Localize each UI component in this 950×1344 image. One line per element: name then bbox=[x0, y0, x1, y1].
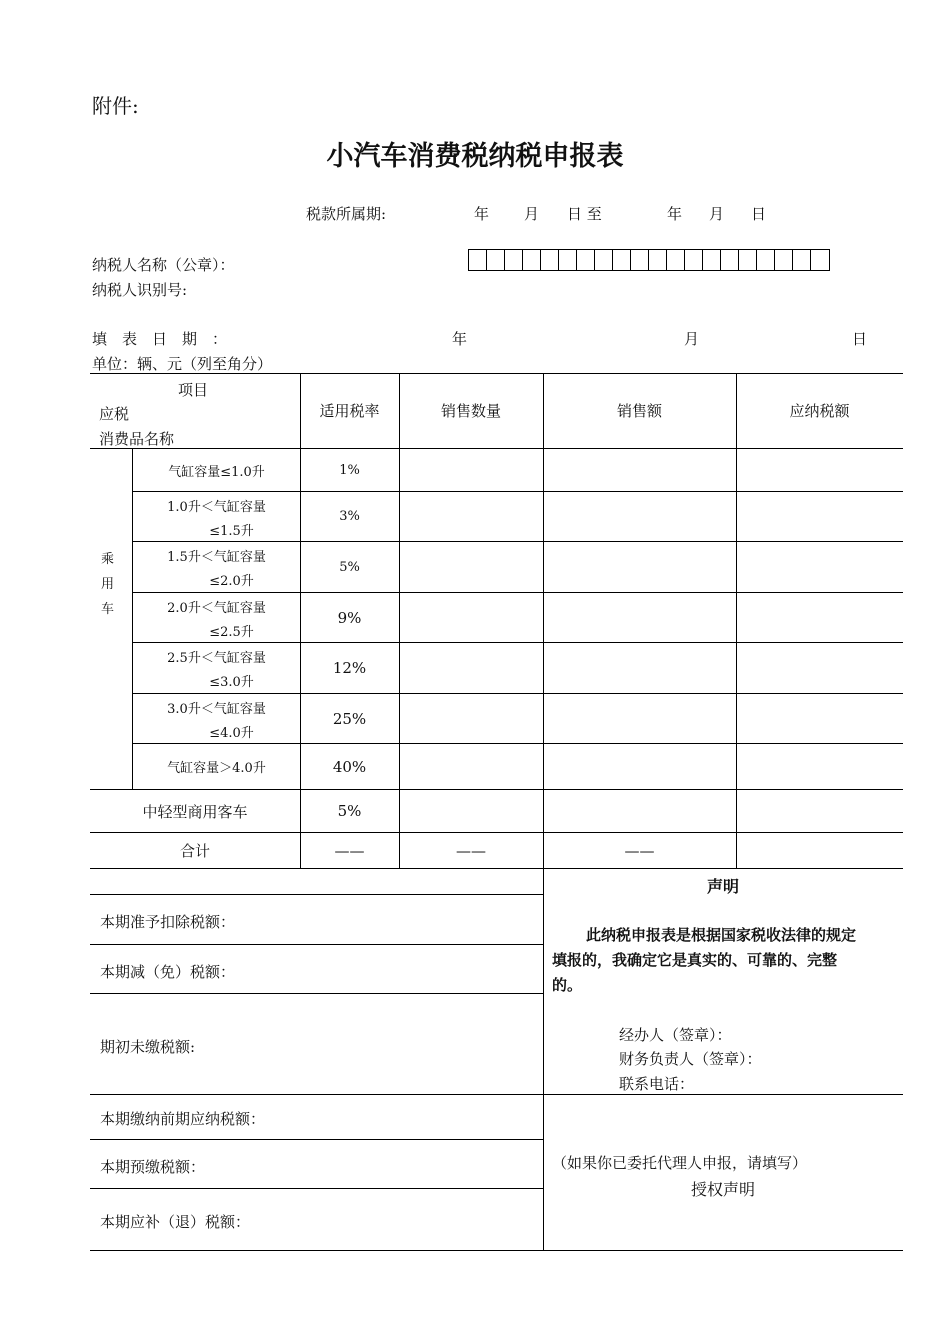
row-label: 3.0升＜气缸容量 bbox=[167, 701, 266, 717]
header-item: 项目 bbox=[178, 381, 209, 399]
reduced-tax-label: 本期减（免）税额： bbox=[100, 963, 236, 981]
rate-cell: 1% bbox=[339, 462, 360, 478]
row-label-line2: ≤1.5升 bbox=[209, 523, 254, 539]
deductible-tax-label: 本期准予扣除税额： bbox=[100, 913, 236, 931]
handler-signature: 经办人（签章）： bbox=[619, 1026, 732, 1044]
authorization-title: 授权声明 bbox=[690, 1180, 755, 1199]
header-product: 消费品名称 bbox=[99, 430, 175, 448]
opening-unpaid-label: 期初未缴税额: bbox=[100, 1038, 196, 1056]
row-label: 1.5升＜气缸容量 bbox=[167, 549, 266, 565]
period-label: 税款所属期: bbox=[306, 205, 387, 223]
total-label: 合计 bbox=[179, 842, 210, 860]
fill-date-year[interactable]: 年 bbox=[452, 330, 468, 348]
period-day-end[interactable]: 日 bbox=[751, 205, 767, 223]
rate-cell: 25% bbox=[332, 709, 367, 728]
page-title: 小汽车消费税纳税申报表 bbox=[326, 141, 624, 172]
total-dash: —— bbox=[456, 841, 486, 860]
grid-line bbox=[90, 894, 543, 895]
row-label: 2.5升＜气缸容量 bbox=[167, 650, 266, 666]
header-tax-payable: 应纳税额 bbox=[789, 402, 850, 420]
row-label: 气缸容量＞4.0升 bbox=[167, 761, 266, 776]
row-label-line2: ≤4.0升 bbox=[209, 725, 254, 741]
rate-cell: 9% bbox=[337, 608, 362, 627]
row-label-line2: ≤2.0升 bbox=[209, 573, 254, 589]
grid-line bbox=[90, 1188, 543, 1189]
supplementary-refund-label: 本期应补（退）税额： bbox=[100, 1213, 251, 1231]
grid-line bbox=[90, 993, 543, 994]
header-rate: 适用税率 bbox=[319, 402, 380, 420]
taxpayer-id-boxes[interactable] bbox=[468, 249, 830, 271]
period-year-end[interactable]: 年 bbox=[667, 205, 683, 223]
passenger-car-label-1: 乘 bbox=[101, 552, 115, 567]
grid-line bbox=[90, 1139, 543, 1140]
contact-phone: 联系电话： bbox=[619, 1075, 695, 1093]
total-dash: —— bbox=[624, 841, 655, 860]
fill-date-day[interactable]: 日 bbox=[852, 330, 868, 348]
taxpayer-name-label: 纳税人名称（公章）： bbox=[92, 256, 235, 274]
period-month-start[interactable]: 月 bbox=[524, 205, 540, 223]
declaration-body-2: 填报的，我确定它是真实的、可靠的、完整 bbox=[552, 951, 838, 969]
header-taxable: 应税 bbox=[99, 405, 130, 423]
total-dash: —— bbox=[334, 841, 365, 860]
attachment-label: 附件: bbox=[92, 94, 139, 118]
grid-line bbox=[90, 1094, 903, 1095]
grid-line bbox=[132, 693, 903, 694]
grid-line bbox=[132, 541, 903, 542]
row-label: 2.0升＜气缸容量 bbox=[167, 600, 266, 616]
unit-label: 单位：辆、元（列至角分） bbox=[92, 355, 273, 373]
rate-cell: 40% bbox=[332, 757, 367, 776]
grid-line bbox=[90, 944, 543, 945]
header-quantity: 销售数量 bbox=[440, 402, 501, 420]
row-label: 1.0升＜气缸容量 bbox=[167, 499, 266, 515]
row-label-line2: ≤2.5升 bbox=[209, 624, 254, 640]
rate-cell: 5% bbox=[339, 559, 360, 575]
prior-period-payment-label: 本期缴纳前期应纳税额： bbox=[100, 1110, 266, 1128]
row-label: 气缸容量≤1.0升 bbox=[168, 464, 265, 480]
grid-line bbox=[90, 868, 903, 869]
declaration-body-3: 的。 bbox=[552, 976, 583, 994]
rate-cell: 3% bbox=[339, 509, 360, 524]
rate-cell: 12% bbox=[332, 659, 367, 677]
declaration-body-1: 此纳税申报表是根据国家税收法律的规定 bbox=[586, 926, 857, 944]
commercial-label: 中轻型商用客车 bbox=[142, 802, 248, 821]
grid-line bbox=[132, 642, 903, 643]
passenger-car-label-2: 用 bbox=[101, 577, 115, 592]
header-sales: 销售额 bbox=[616, 402, 662, 420]
grid-line bbox=[132, 592, 903, 593]
finance-signature: 财务负责人（签章）： bbox=[619, 1050, 762, 1068]
passenger-car-label-3: 车 bbox=[101, 602, 115, 617]
rate-cell: 5% bbox=[337, 802, 362, 820]
period-month-end[interactable]: 月 bbox=[709, 205, 725, 223]
grid-line bbox=[543, 373, 544, 1251]
period-year-start[interactable]: 年 bbox=[474, 205, 490, 223]
row-label-line2: ≤3.0升 bbox=[209, 674, 254, 690]
grid-line bbox=[90, 1250, 903, 1251]
authorization-note: （如果你已委托代理人申报，请填写） bbox=[552, 1154, 808, 1172]
declaration-title: 声明 bbox=[706, 877, 739, 896]
prepaid-tax-label: 本期预缴税额： bbox=[100, 1158, 206, 1176]
grid-line bbox=[132, 491, 903, 492]
period-day-start[interactable]: 日 至 bbox=[567, 205, 602, 223]
taxpayer-id-label: 纳税人识别号: bbox=[92, 281, 188, 299]
fill-date-label: 填 表 日 期 ： bbox=[92, 330, 228, 348]
fill-date-month[interactable]: 月 bbox=[684, 330, 700, 348]
